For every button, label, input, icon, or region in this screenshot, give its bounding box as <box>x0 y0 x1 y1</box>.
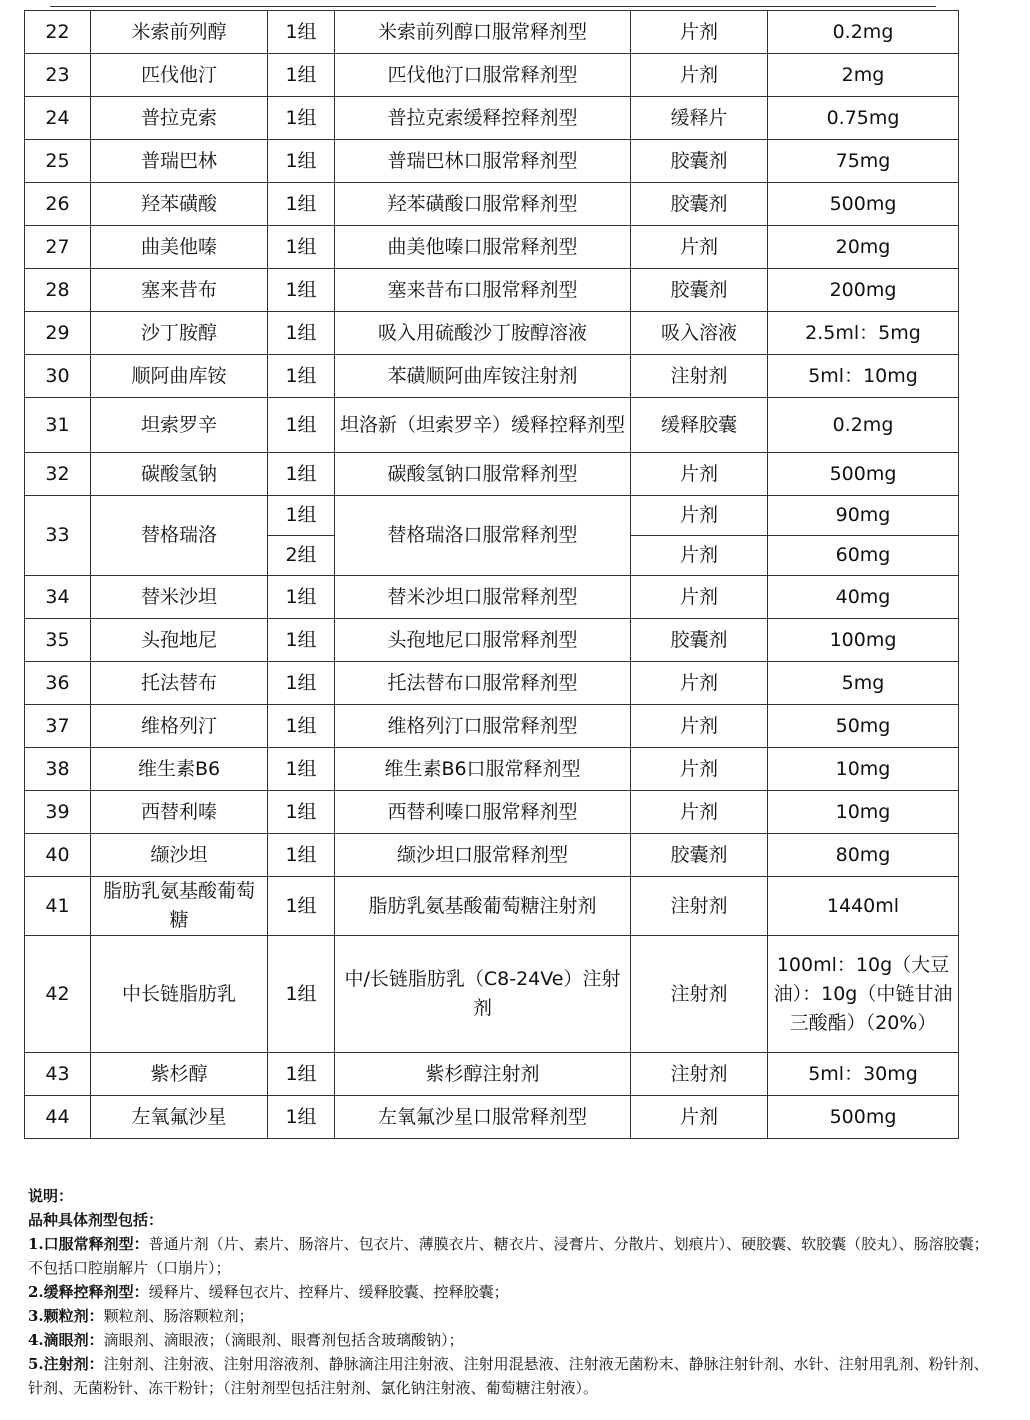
cell-form: 缓释胶囊 <box>631 398 768 453</box>
table-row <box>25 705 959 748</box>
cell-prep: 塞来昔布口服常释剂型 <box>335 269 631 312</box>
cell-prep: 左氧氟沙星口服常释剂型 <box>335 1096 631 1139</box>
cell-name: 曲美他嗪 <box>91 226 268 269</box>
cell-prep: 普瑞巴林口服常释剂型 <box>335 140 631 183</box>
cell-group: 1组 <box>268 398 335 453</box>
cell-prep: 羟苯磺酸口服常释剂型 <box>335 183 631 226</box>
note-item <box>28 1280 993 1304</box>
table-row <box>25 748 959 791</box>
cell-form: 胶囊剂 <box>631 183 768 226</box>
cell-spec: 20mg <box>768 226 959 269</box>
cell-spec: 10mg <box>768 791 959 834</box>
cell-group: 1组 <box>268 705 335 748</box>
cell-spec: 40mg <box>768 576 959 619</box>
cell-name: 中长链脂肪乳 <box>91 936 268 1053</box>
table-row <box>25 355 959 398</box>
cell-form: 胶囊剂 <box>631 834 768 877</box>
note-text: 颗粒剂、肠溶颗粒剂； <box>103 1307 254 1325</box>
table-row <box>25 97 959 140</box>
cell-name: 缬沙坦 <box>91 834 268 877</box>
table-row <box>25 226 959 269</box>
cell-prep: 坦洛新（坦索罗辛）缓释控释剂型 <box>335 398 631 453</box>
cell-spec: 10mg <box>768 748 959 791</box>
cell-no: 29 <box>25 312 91 355</box>
cell-name: 左氧氟沙星 <box>91 1096 268 1139</box>
note-item <box>28 1304 993 1328</box>
table-row <box>25 453 959 496</box>
cell-prep: 替米沙坦口服常释剂型 <box>335 576 631 619</box>
cell-no: 25 <box>25 140 91 183</box>
cell-name: 维格列汀 <box>91 705 268 748</box>
cell-spec: 100ml：10g（大豆油）：10g（中链甘油三酸酯）（20%） <box>768 936 959 1053</box>
notes-subtitle: 品种具体剂型包括： <box>28 1211 164 1229</box>
cell-prep: 紫杉醇注射剂 <box>335 1053 631 1096</box>
cell-prep: 苯磺顺阿曲库铵注射剂 <box>335 355 631 398</box>
cell-form: 注射剂 <box>631 936 768 1053</box>
notes-title: 说明： <box>28 1187 74 1205</box>
cell-spec: 5ml：30mg <box>768 1053 959 1096</box>
cell-form: 注射剂 <box>631 877 768 936</box>
cell-group: 1组 <box>268 877 335 936</box>
cell-no: 27 <box>25 226 91 269</box>
cell-form: 胶囊剂 <box>631 269 768 312</box>
cell-form: 片剂 <box>631 536 768 576</box>
table-row <box>25 312 959 355</box>
cell-name: 替格瑞洛 <box>91 496 268 576</box>
cell-form: 片剂 <box>631 662 768 705</box>
cell-spec: 200mg <box>768 269 959 312</box>
table-row <box>25 619 959 662</box>
cell-group: 1组 <box>268 936 335 1053</box>
cell-prep: 维格列汀口服常释剂型 <box>335 705 631 748</box>
cell-prep: 缬沙坦口服常释剂型 <box>335 834 631 877</box>
cell-group: 1组 <box>268 355 335 398</box>
top-rule <box>50 6 936 7</box>
cell-form: 注射剂 <box>631 355 768 398</box>
cell-form: 片剂 <box>631 576 768 619</box>
note-item <box>28 1232 993 1280</box>
cell-form: 缓释片 <box>631 97 768 140</box>
cell-group: 1组 <box>268 834 335 877</box>
cell-spec: 75mg <box>768 140 959 183</box>
cell-spec: 5mg <box>768 662 959 705</box>
cell-no: 23 <box>25 54 91 97</box>
cell-prep: 匹伐他汀口服常释剂型 <box>335 54 631 97</box>
cell-spec: 500mg <box>768 1096 959 1139</box>
cell-form: 片剂 <box>631 496 768 536</box>
note-label: 5.注射剂： <box>28 1355 104 1373</box>
note-label: 3.颗粒剂： <box>28 1307 104 1325</box>
cell-group: 1组 <box>268 576 335 619</box>
table-row <box>25 183 959 226</box>
cell-spec: 2mg <box>768 54 959 97</box>
cell-name: 替米沙坦 <box>91 576 268 619</box>
note-item <box>28 1352 993 1400</box>
cell-group: 1组 <box>268 97 335 140</box>
table-row <box>25 662 959 705</box>
table-row <box>25 54 959 97</box>
cell-group: 1组 <box>268 791 335 834</box>
cell-prep: 吸入用硫酸沙丁胺醇溶液 <box>335 312 631 355</box>
note-label: 4.滴眼剂： <box>28 1331 104 1349</box>
cell-name: 碳酸氢钠 <box>91 453 268 496</box>
cell-group: 1组 <box>268 662 335 705</box>
cell-no: 40 <box>25 834 91 877</box>
cell-name: 顺阿曲库铵 <box>91 355 268 398</box>
cell-group: 1组 <box>268 1096 335 1139</box>
table-row <box>25 791 959 834</box>
cell-name: 普瑞巴林 <box>91 140 268 183</box>
cell-prep: 中/长链脂肪乳（C8-24Ve）注射剂 <box>335 936 631 1053</box>
cell-group: 1组 <box>268 140 335 183</box>
cell-spec: 0.75mg <box>768 97 959 140</box>
cell-name: 塞来昔布 <box>91 269 268 312</box>
cell-no: 44 <box>25 1096 91 1139</box>
cell-group: 1组 <box>268 619 335 662</box>
cell-name: 托法替布 <box>91 662 268 705</box>
table-row <box>25 936 959 1053</box>
cell-no: 42 <box>25 936 91 1053</box>
cell-prep: 托法替布口服常释剂型 <box>335 662 631 705</box>
cell-prep: 维生素B6口服常释剂型 <box>335 748 631 791</box>
cell-name: 匹伐他汀 <box>91 54 268 97</box>
cell-prep: 碳酸氢钠口服常释剂型 <box>335 453 631 496</box>
cell-prep: 西替利嗪口服常释剂型 <box>335 791 631 834</box>
cell-no: 30 <box>25 355 91 398</box>
cell-group: 1组 <box>268 183 335 226</box>
cell-no: 39 <box>25 791 91 834</box>
cell-spec: 90mg <box>768 496 959 536</box>
table-row <box>25 1096 959 1139</box>
note-text: 缓释片、缓释包衣片、控释片、缓释胶囊、控释胶囊； <box>148 1283 509 1301</box>
cell-form: 片剂 <box>631 705 768 748</box>
cell-group: 2组 <box>268 536 335 576</box>
cell-prep: 脂肪乳氨基酸葡萄糖注射剂 <box>335 877 631 936</box>
cell-group: 1组 <box>268 269 335 312</box>
note-text: 注射剂、注射液、注射用溶液剂、静脉滴注用注射液、注射用混悬液、注射液无菌粉末、静脉注射针剂、水针、注射用乳剂、粉针剂、针剂、无菌粉针、冻干粉针；（注射剂型包括注射剂、氯化钠注射液、葡萄糖注射液）。 <box>28 1355 989 1397</box>
cell-name: 坦索罗辛 <box>91 398 268 453</box>
cell-name: 米索前列醇 <box>91 11 268 54</box>
cell-group: 1组 <box>268 54 335 97</box>
cell-name: 西替利嗪 <box>91 791 268 834</box>
table-row <box>25 11 959 54</box>
cell-form: 片剂 <box>631 11 768 54</box>
cell-no: 33 <box>25 496 91 576</box>
drug-table <box>24 10 959 1139</box>
cell-form: 吸入溶液 <box>631 312 768 355</box>
cell-spec: 500mg <box>768 453 959 496</box>
cell-spec: 100mg <box>768 619 959 662</box>
cell-form: 注射剂 <box>631 1053 768 1096</box>
note-text: 普通片剂（片、素片、肠溶片、包衣片、薄膜衣片、糖衣片、浸膏片、分散片、划痕片）、硬胶囊、软胶囊（胶丸）、肠溶胶囊；不包括口腔崩解片（口崩片）； <box>28 1235 989 1277</box>
table-row <box>25 1053 959 1096</box>
cell-prep: 普拉克索缓释控释剂型 <box>335 97 631 140</box>
cell-spec: 80mg <box>768 834 959 877</box>
cell-spec: 5ml：10mg <box>768 355 959 398</box>
note-label: 2.缓释控释剂型： <box>28 1283 149 1301</box>
cell-form: 片剂 <box>631 54 768 97</box>
cell-no: 37 <box>25 705 91 748</box>
cell-group: 1组 <box>268 226 335 269</box>
cell-name: 普拉克索 <box>91 97 268 140</box>
note-label: 1.口服常释剂型： <box>28 1235 149 1253</box>
note-item <box>28 1328 993 1352</box>
cell-no: 41 <box>25 877 91 936</box>
cell-spec: 0.2mg <box>768 398 959 453</box>
cell-prep: 头孢地尼口服常释剂型 <box>335 619 631 662</box>
cell-no: 36 <box>25 662 91 705</box>
table-row <box>25 269 959 312</box>
cell-spec: 60mg <box>768 536 959 576</box>
cell-group: 1组 <box>268 748 335 791</box>
cell-name: 脂肪乳氨基酸葡萄糖 <box>91 877 268 936</box>
cell-form: 胶囊剂 <box>631 140 768 183</box>
cell-spec: 2.5ml：5mg <box>768 312 959 355</box>
cell-group: 1组 <box>268 496 335 536</box>
note-text: 滴眼剂、滴眼液；（滴眼剂、眼膏剂包括含玻璃酸钠）； <box>103 1331 464 1349</box>
cell-name: 紫杉醇 <box>91 1053 268 1096</box>
cell-form: 胶囊剂 <box>631 619 768 662</box>
cell-prep: 替格瑞洛口服常释剂型 <box>335 496 631 576</box>
notes-section <box>28 1184 993 1400</box>
cell-spec: 0.2mg <box>768 11 959 54</box>
cell-prep: 米索前列醇口服常释剂型 <box>335 11 631 54</box>
cell-no: 26 <box>25 183 91 226</box>
cell-no: 22 <box>25 11 91 54</box>
cell-form: 片剂 <box>631 226 768 269</box>
cell-no: 35 <box>25 619 91 662</box>
cell-group: 1组 <box>268 453 335 496</box>
cell-form: 片剂 <box>631 791 768 834</box>
cell-name: 维生素B6 <box>91 748 268 791</box>
table-row <box>25 398 959 453</box>
cell-prep: 曲美他嗪口服常释剂型 <box>335 226 631 269</box>
cell-no: 43 <box>25 1053 91 1096</box>
cell-spec: 50mg <box>768 705 959 748</box>
table-row <box>25 496 959 536</box>
cell-no: 24 <box>25 97 91 140</box>
cell-form: 片剂 <box>631 748 768 791</box>
table-row <box>25 877 959 936</box>
cell-group: 1组 <box>268 1053 335 1096</box>
cell-spec: 1440ml <box>768 877 959 936</box>
cell-no: 34 <box>25 576 91 619</box>
cell-no: 31 <box>25 398 91 453</box>
table-row <box>25 140 959 183</box>
notes-list <box>28 1232 993 1400</box>
cell-no: 38 <box>25 748 91 791</box>
cell-form: 片剂 <box>631 453 768 496</box>
cell-form: 片剂 <box>631 1096 768 1139</box>
cell-group: 1组 <box>268 11 335 54</box>
table-row <box>25 576 959 619</box>
table-row <box>25 834 959 877</box>
cell-name: 头孢地尼 <box>91 619 268 662</box>
cell-spec: 500mg <box>768 183 959 226</box>
cell-name: 沙丁胺醇 <box>91 312 268 355</box>
cell-group: 1组 <box>268 312 335 355</box>
cell-no: 28 <box>25 269 91 312</box>
drug-table-body <box>25 11 959 1139</box>
cell-name: 羟苯磺酸 <box>91 183 268 226</box>
cell-no: 32 <box>25 453 91 496</box>
